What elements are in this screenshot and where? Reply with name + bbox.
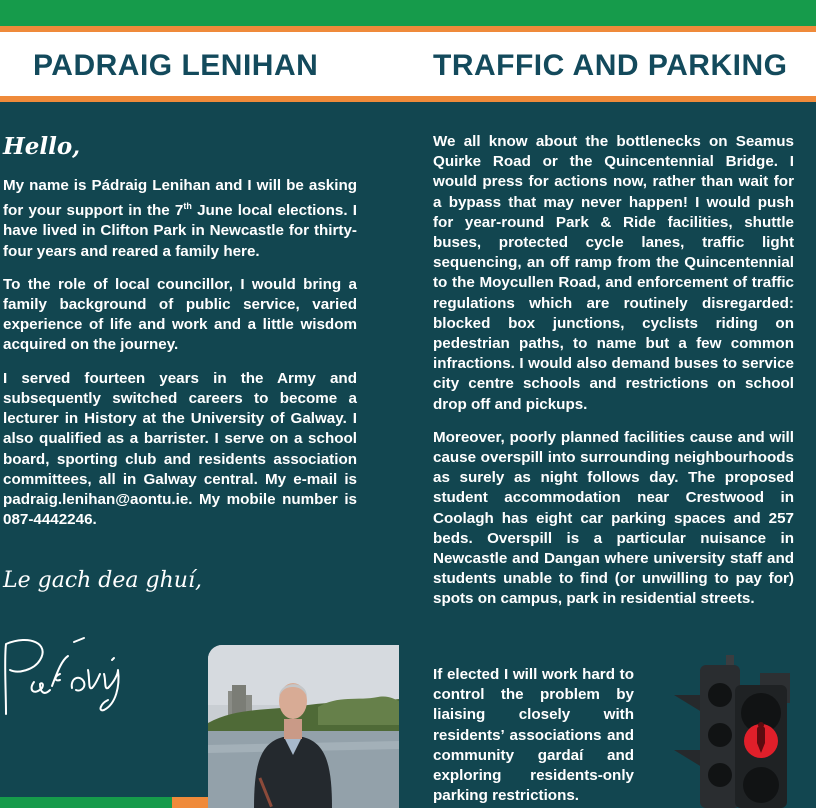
top-green-bar xyxy=(0,0,816,26)
date-ordinal: th xyxy=(183,201,192,212)
greeting: Hello, xyxy=(3,133,81,160)
traffic-light-icon xyxy=(660,655,800,808)
intro-text-start: My name is Pádraig Lenihan and I will be asking for your support in the 7 xyxy=(3,177,357,220)
candidate-photo xyxy=(208,645,399,808)
intro-text-end: June local elections. I have lived in Clifton Park in Newcastle for thirty-four years and reared a family here. xyxy=(3,202,357,260)
left-title: PADRAIG LENIHAN xyxy=(33,49,319,82)
traffic-paragraph-2: Moreover, poorly planned facilities cause and will cause overspill into surrounding neighbourhoods as surely as night follows day. The proposed student accommodation near Crestwood in Coolagh has eight car parking spaces and 257 beds. Overspill is a particular nuisance in Newcastle and Dangan where university staff and students unable to find (or unwilling to pay for) spots on campus, park in residential streets. xyxy=(433,428,794,608)
closing-paragraph: If elected I will work hard to control the problem by liaising closely with residents’ associations and community gardaí and exploring residents-only parking restrictions. xyxy=(433,666,634,805)
sign-off: Le gach dea ghuí, xyxy=(3,568,202,593)
header-orange-line xyxy=(0,96,816,102)
intro-paragraph-3: I served fourteen years in the Army and subsequently switched careers to become a lecturer in History at the University of Galway. I also qualified as a barrister. I serve on a school board, sporting club and residents association committees, all in Galway central. My e-mail is padraig.lenihan@aontu.ie. My mobile number is 087-4442246. xyxy=(3,369,357,529)
photo-illustration xyxy=(208,645,399,808)
intro-paragraph-1 xyxy=(3,176,357,262)
footer-orange-strip xyxy=(172,797,208,808)
intro-paragraph-2: To the role of local councillor, I would bring a family background of public service, varied experience of life and work and a little wisdom acquired on the journey. xyxy=(3,275,357,354)
traffic-paragraph-1: We all know about the bottlenecks on Seamus Quirke Road or the Quincentennial Bridge. I would press for actions now, rather than wait for a bypass that may never happen! I would push for year-round Park & Ride facilities, shuttle buses, protected cycle lanes, traffic light sequencing, an off ramp from the Quincentennial to the Moycullen Road, and enforcement of traffic regulations which are routinely disregarded: blocked box junctions, cyclists riding on pedestrian paths, to name but a few common infractions. I would also demand buses to service city centre schools and restrictions on school drop off and pickups. xyxy=(433,133,794,413)
right-title: TRAFFIC AND PARKING xyxy=(433,49,788,82)
intro-column xyxy=(3,176,357,543)
footer-green-strip xyxy=(0,797,172,808)
signature-icon xyxy=(0,630,150,720)
traffic-column xyxy=(433,132,794,623)
